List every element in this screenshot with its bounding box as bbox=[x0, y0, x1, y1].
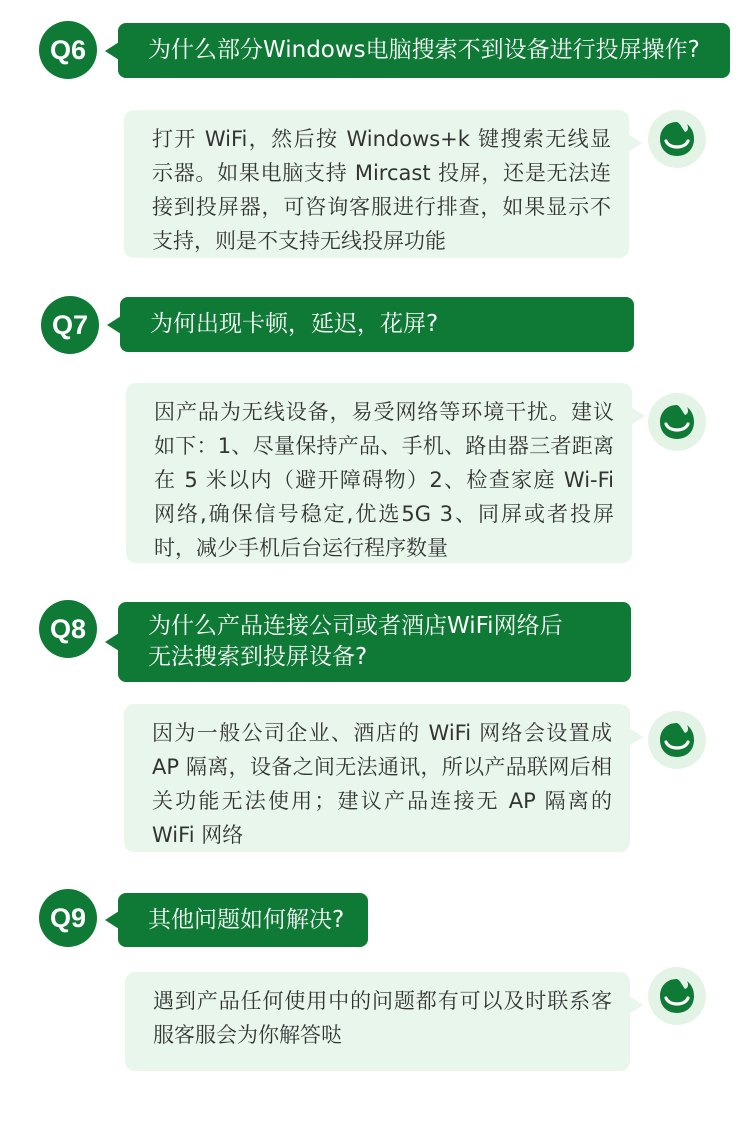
avatar-q9 bbox=[648, 967, 706, 1025]
question-text-q7: 为何出现卡顿，延迟，花屏? bbox=[150, 311, 439, 337]
question-text-q8: 为什么产品连接公司或者酒店WiFi网络后 无法搜索到投屏设备? bbox=[148, 613, 563, 670]
answer-bubble-q6 bbox=[124, 110, 629, 258]
avatar-q6 bbox=[648, 110, 706, 168]
smiley-leaf-icon bbox=[648, 967, 706, 1025]
question-badge-q9: Q9 bbox=[39, 889, 97, 947]
answer-text-q9: 遇到产品任何使用中的问题都有可以及时联系客服客服会为你解答哒 bbox=[153, 989, 612, 1047]
question-badge-q8: Q8 bbox=[39, 600, 97, 658]
smiley-leaf-icon bbox=[648, 711, 706, 769]
answer-bubble-q9 bbox=[125, 972, 630, 1071]
question-bubble-q9 bbox=[118, 893, 368, 947]
answer-text-q7: 因产品为无线设备，易受网络等环境干扰。建议如下：1、尽量保持产品、手机、路由器三者距离在 5 米以内（避开障碍物）2、检查家庭 Wi-Fi 网络,确保信号稳定,优选5G 3、同屏或者投屏时，减少手机后台运行程序数量 bbox=[154, 400, 614, 560]
answer-text-q8: 因为一般公司企业、酒店的 WiFi 网络会设置成 AP 隔离，设备之间无法通讯，所以产品联网后相关功能无法使用；建议产品连接无 AP 隔离的 WiFi 网络 bbox=[152, 721, 612, 847]
answer-bubble-q7 bbox=[126, 383, 632, 563]
question-badge-q7: Q7 bbox=[41, 296, 99, 354]
answer-text-q6: 打开 WiFi，然后按 Windows+k 键搜索无线显示器。如果电脑支持 Mircast 投屏，还是无法连接到投屏器，可咨询客服进行排查，如果显示不支持，则是不支持无线投屏功能 bbox=[152, 127, 611, 253]
answer-bubble-q8 bbox=[124, 704, 630, 852]
avatar-q8 bbox=[648, 711, 706, 769]
question-text-q9: 其他问题如何解决? bbox=[148, 906, 345, 933]
question-text-q6: 为什么部分Windows电脑搜索不到设备进行投屏操作? bbox=[148, 37, 700, 63]
smiley-leaf-icon bbox=[648, 393, 706, 451]
avatar-q7 bbox=[648, 393, 706, 451]
smiley-leaf-icon bbox=[648, 110, 706, 168]
question-bubble-q6 bbox=[118, 23, 730, 78]
question-bubble-q7 bbox=[120, 297, 634, 352]
question-badge-q6: Q6 bbox=[39, 21, 97, 79]
question-bubble-q8 bbox=[118, 602, 631, 682]
